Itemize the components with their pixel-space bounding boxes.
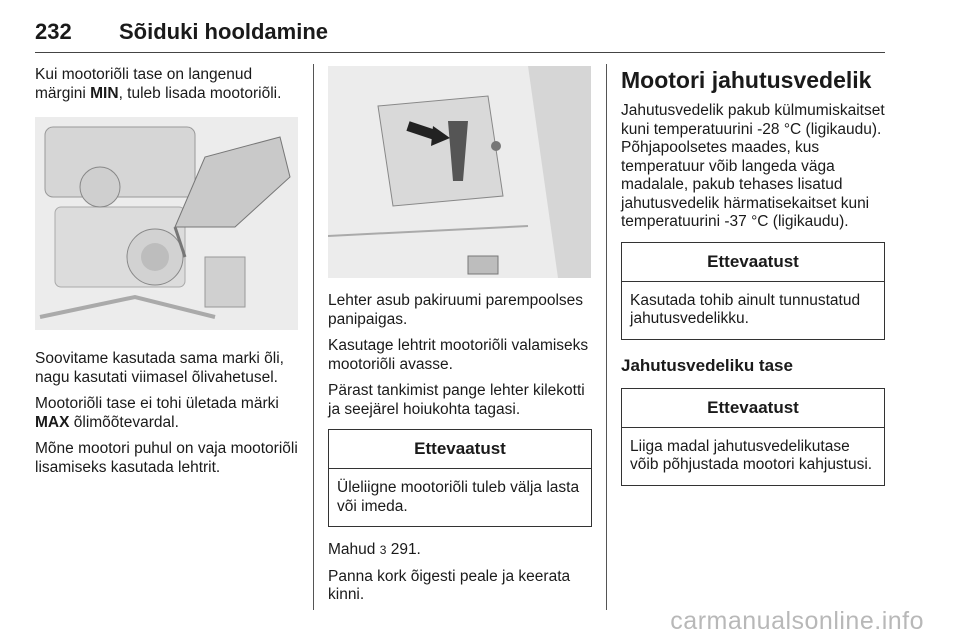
paragraph: Soovitame kasutada sama marki õli, nagu kasutati viimasel õlivahetusel. <box>35 350 284 386</box>
paragraph: Panna kork õigesti peale ja keerata kinni. <box>328 567 571 603</box>
caution-body: Liiga madal jahutusvedelikutase võib põhjustada mootori kahjustusi. <box>630 437 873 473</box>
caution-title: Ettevaatust <box>622 389 884 428</box>
paragraph: Kasutage lehtrit mootoriõli valamiseks mootoriõli avasse. <box>328 337 589 373</box>
caution-title: Ettevaatust <box>622 243 884 282</box>
column-divider <box>606 64 607 610</box>
funnel-storage-illustration <box>328 66 591 278</box>
caution-title: Ettevaatust <box>329 430 591 469</box>
chapter-title: Sõiduki hooldamine <box>119 19 329 44</box>
paragraph: Lehter asub pakiruumi parempoolses panipaigas. <box>328 292 584 328</box>
caution-box <box>328 429 592 527</box>
caution-box <box>621 242 885 340</box>
intro-paragraph: Kui mootoriõli tase on langenud märgini MIN, tuleb lisada mootoriõli. <box>35 66 282 102</box>
caution-body: Üleliigne mootoriõli tuleb välja lasta või imeda. <box>337 479 580 515</box>
column-1 <box>35 66 299 485</box>
section-title: Mootori jahutusvedelik <box>621 67 872 93</box>
caution-box <box>621 388 885 486</box>
paragraph: Mootoriõli tase ei tohi ületada märki MAX õlimõõtevardal. <box>35 395 279 431</box>
paragraph: Pärast tankimist pange lehter kilekotti ja seejärel hoiukohta tagasi. <box>328 382 585 418</box>
oil-fill-illustration <box>35 117 298 330</box>
page-header <box>35 16 885 53</box>
watermark: carmanualsonline.info <box>670 607 924 635</box>
page-number: 232 <box>35 19 72 44</box>
paragraph: Mõne mootori puhul on vaja mootoriõli lisamiseks kasutada lehtrit. <box>35 440 298 476</box>
subsection-title: Jahutusvedeliku tase <box>621 355 793 375</box>
paragraph: Jahutusvedelik pakub külmumiskaitset kuni temperatuurini -28 °C (ligikaudu). Põhjapoolsetes maades, kus temperatuur võib langeda väga madalale, pakub tehases lisatud jahutusvedelik härmatisekaitset kuni temperatuurini -37 °C (ligikaudu). <box>621 102 885 230</box>
column-2 <box>328 66 592 613</box>
page-reference-icon: 3 <box>379 543 387 557</box>
column-3 <box>621 66 885 486</box>
caution-body: Kasutada tohib ainult tunnustatud jahutusvedelikku. <box>630 291 861 327</box>
reference-paragraph: Mahud 3 291. <box>328 541 421 558</box>
column-divider <box>313 64 314 610</box>
